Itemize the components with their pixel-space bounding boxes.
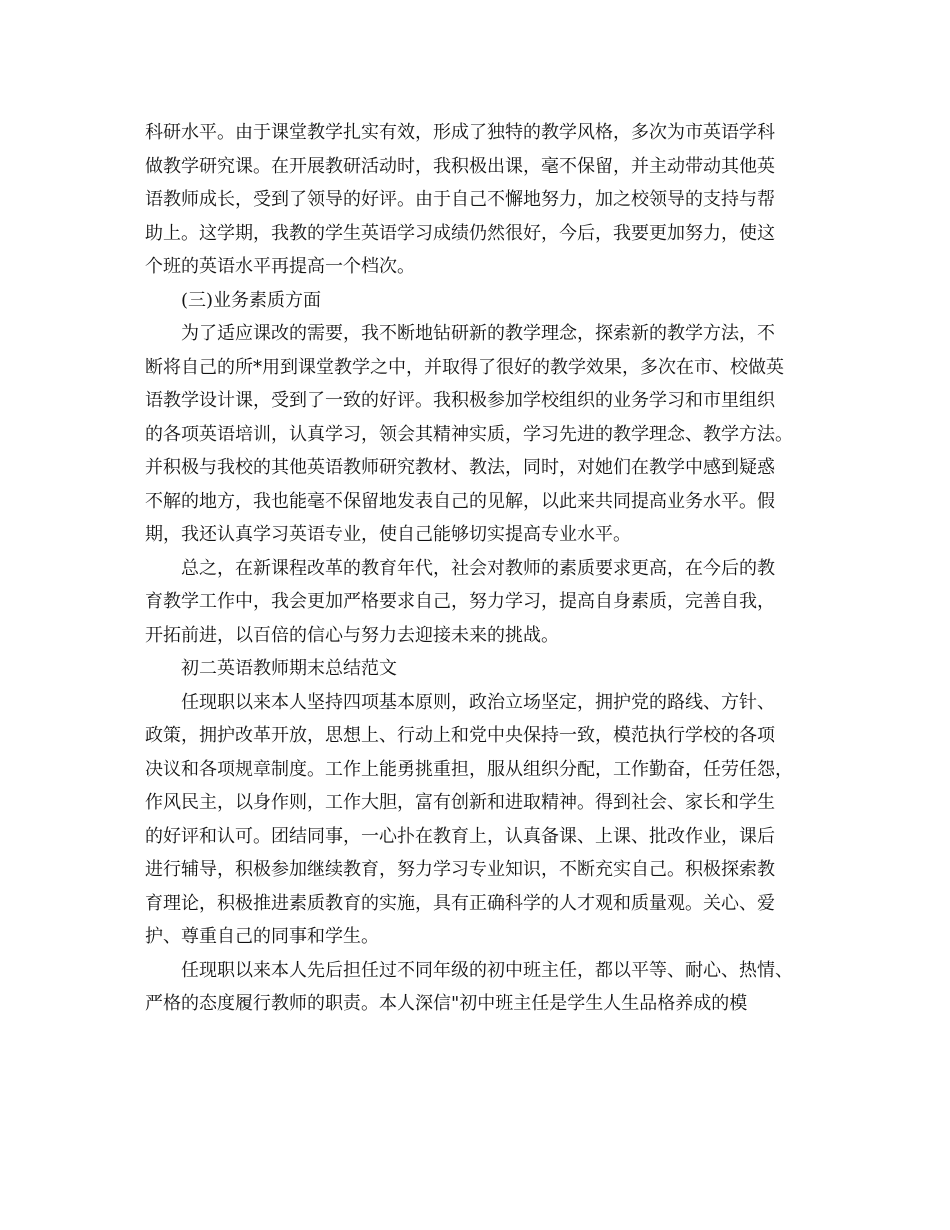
paragraph-business-quality: 为了适应课改的需要，我不断地钻研新的教学理念，探索新的教学方法，不 断将自己的所*用到课堂教学之中，并取得了很好的教学效果，多次在市、校做英 语教学设计课，受到了一致的好评。我积极参加学校组织的业务学习和市里组织 的各项英语培训，认真学习，领会其精神实质，学习先进的教学理念、教学方法。 并积极与我校的其他英语教师研究教材、教法，同时，对她们在教学中感到疑惑 不解的地方，我也能毫不保留地发表自己的见解，以此来共同提高业务水平。假 期，我还认真学习英语专业，使自己能够切实提高专业水平。: [145, 323, 793, 545]
paragraph-continuation: 科研水平。由于课堂教学扎实有效，形成了独特的教学风格，多次为市英语学科 做教学研究课。在开展教研活动时，我积极出课，毫不保留，并主动带动其他英 语教师成长，受到了领导的好评。由于自己不懈地努力，加之校领导的支持与帮 助上。这学期，我教的学生英语学习成绩仍然很好，今后，我要更加努力，使这 个班的英语水平再提高一个档次。: [145, 122, 775, 277]
paragraph-principles: 任现职以来本人坚持四项基本原则，政治立场坚定，拥护党的路线、方针、 政策，拥护改革开放，思想上、行动上和党中央保持一致，模范执行学校的各项 决议和各项规章制度。工作上能勇挑重担，服从组织分配，工作勤奋，任劳任怨， 作风民主，以身作则，工作大胆，富有创新和进取精神。得到社会、家长和学生 的好评和认可。团结同事，一心扑在教育上，认真备课、上课、批改作业，课后 进行辅导，积极参加继续教育，努力学习专业知识，不断充实自己。积极探索教 育理论，积极推进素质教育的实施，具有正确科学的人才观和质量观。关心、爱 护、尊重自己的同事和学生。: [145, 691, 793, 947]
paragraph-summary: 总之，在新课程改革的教育年代，社会对教师的素质要求更高，在今后的教 育教学工作中，我会更加严格要求自己，努力学习，提高自身素质，完善自我， 开拓前进，以百倍的信心与努力去迎接未来的挑战。: [145, 557, 775, 646]
document-body: [145, 116, 810, 1021]
section-heading-term-summary: 初二英语教师期末总结范文: [181, 658, 397, 679]
paragraph-class-teacher: 任现职以来本人先后担任过不同年级的初中班主任，都以平等、耐心、热情、 严格的态度履行教师的职责。本人深信"初中班主任是学生人生品格养成的模: [145, 959, 793, 1014]
section-heading-business-quality: (三)业务素质方面: [181, 289, 322, 311]
